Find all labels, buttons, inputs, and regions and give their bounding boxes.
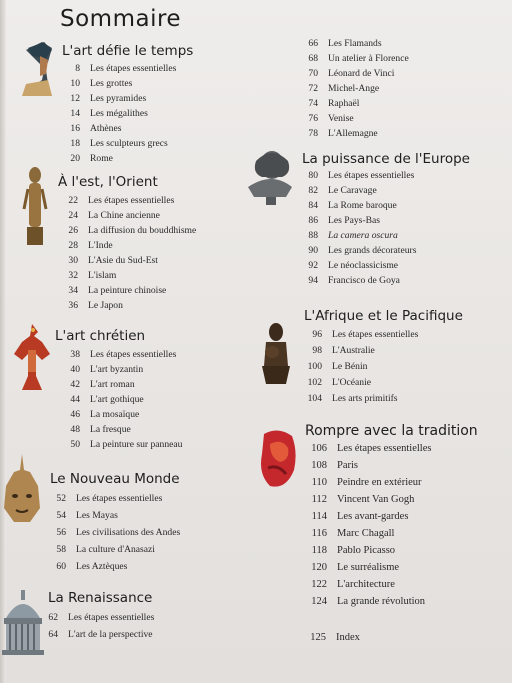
toc-entry[interactable]: 52 Les étapes essentielles: [56, 493, 163, 504]
toc-entry[interactable]: 46 La mosaïque: [70, 409, 140, 420]
toc-entry[interactable]: 24 La Chine ancienne: [68, 210, 160, 221]
toc-entry[interactable]: 112 Vincent Van Gogh: [311, 494, 415, 505]
section-title: La Renaissance: [48, 590, 153, 606]
toc-entry[interactable]: 54 Les Mayas: [56, 510, 118, 521]
toc-entry[interactable]: 98 L'Australie: [312, 345, 375, 356]
african-sculpture-image: [254, 322, 294, 388]
toc-entry[interactable]: 120 Le surréalisme: [311, 562, 400, 573]
toc-entry[interactable]: 58 La culture d'Anasazi: [56, 544, 155, 555]
toc-entry[interactable]: 18 Les sculpteurs grecs: [70, 138, 168, 149]
toc-entry[interactable]: 22 Les étapes essentielles: [68, 195, 175, 206]
toc-entry[interactable]: 56 Les civilisations des Andes: [56, 527, 181, 538]
toc-entry[interactable]: 110 Peindre en extérieur: [311, 477, 422, 488]
toc-entry[interactable]: 82 Le Caravage: [308, 185, 377, 196]
toc-entry[interactable]: 50 La peinture sur panneau: [70, 439, 183, 450]
toc-entry[interactable]: 8 Les étapes essentielles: [75, 63, 177, 74]
toc-entry[interactable]: 114 Les avant-gardes: [311, 511, 409, 522]
section-title: Rompre avec la tradition: [305, 423, 478, 439]
section-title: L'art défie le temps: [62, 43, 194, 59]
toc-entry[interactable]: 48 La fresque: [70, 424, 131, 435]
toc-entry[interactable]: 70 Léonard de Vinci: [308, 68, 395, 79]
toc-entry[interactable]: 62 Les étapes essentielles: [48, 612, 155, 623]
toc-entry[interactable]: 76 Venise: [308, 113, 354, 124]
toc-entry[interactable]: 104 Les arts primitifs: [307, 393, 398, 404]
toc-entry[interactable]: 106 Les étapes essentielles: [311, 443, 432, 454]
toc-entry[interactable]: 42 L'art roman: [70, 379, 135, 390]
section-title: L'art chrétien: [55, 328, 146, 344]
toc-entry[interactable]: 40 L'art byzantin: [70, 364, 144, 375]
buddha-statue-image: [22, 165, 48, 249]
toc-entry[interactable]: 118 Pablo Picasso: [311, 545, 396, 556]
toc-entry[interactable]: 96 Les étapes essentielles: [312, 329, 419, 340]
toc-entry[interactable]: 74 Raphaël: [308, 98, 360, 109]
toc-entry[interactable]: 80 Les étapes essentielles: [308, 170, 415, 181]
toc-entry[interactable]: 122 L'architecture: [311, 579, 395, 590]
toc-entry[interactable]: 94 Francisco de Goya: [308, 275, 400, 286]
baroque-bust-image: [242, 147, 296, 207]
toc-entry[interactable]: 64 L'art de la perspective: [48, 629, 153, 640]
toc-entry[interactable]: 72 Michel-Ange: [308, 83, 380, 94]
toc-entry[interactable]: 66 Les Flamands: [308, 38, 382, 49]
section-renaissance: [48, 590, 154, 646]
toc-entry[interactable]: 20 Rome: [70, 153, 113, 164]
page-edge: [0, 0, 6, 683]
toc-entry[interactable]: 102 L'Océanie: [307, 377, 372, 388]
toc-entry[interactable]: 84 La Rome baroque: [308, 200, 397, 211]
toc-entry[interactable]: 90 Les grands décorateurs: [308, 245, 417, 256]
toc-entry[interactable]: 34 La peinture chinoise: [68, 285, 167, 296]
toc-entry[interactable]: 124 La grande révolution: [311, 596, 426, 607]
section-title: Le Nouveau Monde: [50, 471, 180, 487]
toc-entry-index[interactable]: 125 Index: [310, 632, 360, 643]
toc-entry[interactable]: 100 Le Bénin: [307, 361, 368, 372]
toc-entry[interactable]: 92 Le néoclassicisme: [308, 260, 399, 271]
toc-entry[interactable]: 86 Les Pays-Bas: [308, 215, 380, 226]
toc-entry[interactable]: 12 Les pyramides: [70, 93, 147, 104]
section-title: À l'est, l'Orient: [58, 174, 158, 190]
toc-entry[interactable]: 26 La diffusion du bouddhisme: [68, 225, 197, 236]
red-abstract-painting-image: [258, 428, 298, 492]
toc-entry[interactable]: 14 Les mégalithes: [70, 108, 148, 119]
toc-entry[interactable]: 78 L'Allemagne: [308, 128, 378, 139]
toc-entry[interactable]: 38 Les étapes essentielles: [70, 349, 177, 360]
page-title: Sommaire: [60, 6, 182, 32]
section-title: La puissance de l'Europe: [302, 151, 470, 167]
toc-entry[interactable]: 44 L'art gothique: [70, 394, 144, 405]
eagle-emblem-image: [12, 320, 52, 394]
toc-entry[interactable]: 36 Le Japon: [68, 300, 123, 311]
section-art-defie-le-temps: [62, 43, 193, 168]
section-renaissance-continued: [290, 38, 409, 143]
toc-entry[interactable]: 28 L'Inde: [68, 240, 113, 251]
section-nouveau-monde: [50, 471, 180, 578]
toc-entry[interactable]: 60 Les Aztèques: [56, 561, 128, 572]
section-title: L'Afrique et le Pacifique: [304, 308, 463, 324]
toc-entry[interactable]: 30 L'Asie du Sud-Est: [68, 255, 158, 266]
toc-entry[interactable]: 108 Paris: [311, 460, 358, 471]
toc-entry[interactable]: 32 L'islam: [68, 270, 117, 281]
toc-entry[interactable]: 16 Athènes: [70, 123, 122, 134]
toc-entry[interactable]: 116 Marc Chagall: [311, 528, 395, 539]
section-a-l-est-l-orient: [58, 174, 196, 315]
section-afrique-pacifique: [304, 308, 463, 409]
toc-entry[interactable]: 68 Un atelier à Florence: [308, 53, 409, 64]
section-art-chretien: [55, 328, 182, 454]
section-rompre-tradition: [305, 423, 478, 613]
toc-entry[interactable]: 10 Les grottes: [70, 78, 133, 89]
toc-entry[interactable]: 88 La camera oscura: [308, 230, 398, 241]
section-puissance-europe: [302, 151, 470, 290]
